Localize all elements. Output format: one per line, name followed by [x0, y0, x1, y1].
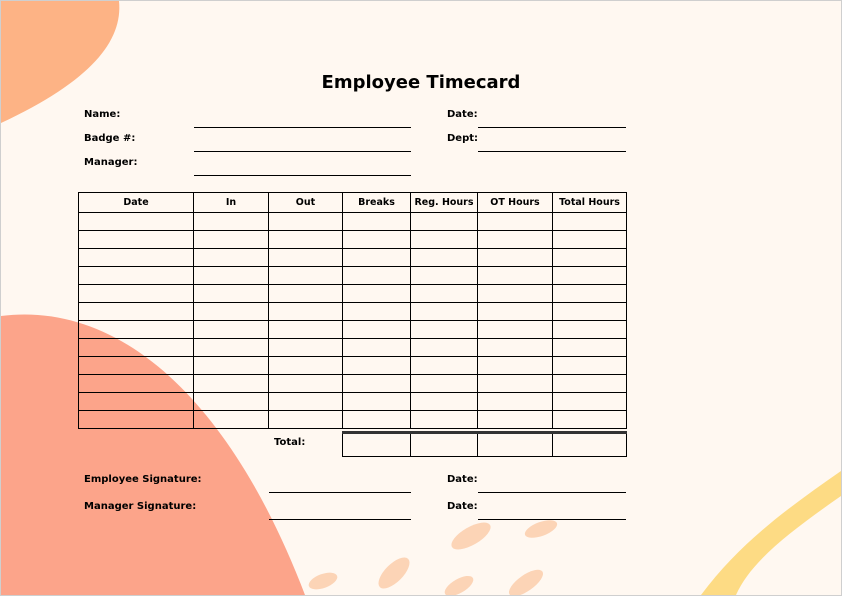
column-header-out: Out [269, 193, 343, 213]
cell-ot-hours[interactable] [478, 375, 553, 393]
total-label: Total: [274, 437, 306, 448]
dept-field[interactable] [478, 151, 626, 152]
employee-date-field[interactable] [478, 492, 626, 493]
cell-out[interactable] [269, 231, 343, 249]
cell-in[interactable] [194, 393, 269, 411]
cell-total-hours[interactable] [553, 285, 627, 303]
dept-label: Dept: [447, 133, 479, 144]
table-row [79, 249, 627, 267]
top-left-blob [1, 1, 119, 123]
cell-date[interactable] [79, 285, 194, 303]
manager-label: Manager: [84, 157, 138, 168]
cell-out[interactable] [269, 375, 343, 393]
cell-ot-hours[interactable] [478, 321, 553, 339]
cell-in[interactable] [194, 303, 269, 321]
cell-breaks[interactable] [343, 411, 411, 429]
decorative-dots [307, 517, 560, 595]
table-row [79, 357, 627, 375]
table-row [79, 267, 627, 285]
column-header-in: In [194, 193, 269, 213]
cell-total-hours[interactable] [553, 321, 627, 339]
cell-reg-hours[interactable] [411, 375, 478, 393]
cell-date[interactable] [79, 213, 194, 231]
manager-date-field[interactable] [478, 519, 626, 520]
cell-breaks[interactable] [343, 303, 411, 321]
cell-ot-hours[interactable] [478, 393, 553, 411]
totals-table [342, 431, 627, 457]
cell-out[interactable] [269, 249, 343, 267]
cell-date[interactable] [79, 303, 194, 321]
cell-reg-hours[interactable] [411, 213, 478, 231]
cell-breaks[interactable] [343, 231, 411, 249]
column-header-ot-hours: OT Hours [478, 193, 553, 213]
cell-date[interactable] [79, 339, 194, 357]
employee-date-label: Date: [447, 474, 478, 485]
cell-in[interactable] [194, 267, 269, 285]
table-row [79, 303, 627, 321]
name-field[interactable] [194, 127, 411, 128]
cell-reg-hours[interactable] [411, 285, 478, 303]
cell-out[interactable] [269, 285, 343, 303]
bottom-right-arc [701, 471, 841, 595]
name-label: Name: [84, 109, 121, 120]
cell-out[interactable] [269, 303, 343, 321]
cell-in[interactable] [194, 357, 269, 375]
cell-total-hours[interactable] [553, 393, 627, 411]
cell-reg-hours[interactable] [411, 321, 478, 339]
table-row [79, 339, 627, 357]
total-ot-hours-cell[interactable] [478, 433, 553, 457]
cell-ot-hours[interactable] [478, 357, 553, 375]
cell-total-hours[interactable] [553, 339, 627, 357]
cell-in[interactable] [194, 231, 269, 249]
cell-breaks[interactable] [343, 321, 411, 339]
cell-out[interactable] [269, 357, 343, 375]
cell-total-hours[interactable] [553, 411, 627, 429]
cell-date[interactable] [79, 267, 194, 285]
cell-reg-hours[interactable] [411, 231, 478, 249]
cell-ot-hours[interactable] [478, 231, 553, 249]
cell-ot-hours[interactable] [478, 339, 553, 357]
cell-date[interactable] [79, 231, 194, 249]
cell-reg-hours[interactable] [411, 267, 478, 285]
column-header-date: Date [79, 193, 194, 213]
cell-date[interactable] [79, 357, 194, 375]
cell-reg-hours[interactable] [411, 411, 478, 429]
cell-ot-hours[interactable] [478, 411, 553, 429]
cell-out[interactable] [269, 267, 343, 285]
cell-date[interactable] [79, 393, 194, 411]
cell-total-hours[interactable] [553, 267, 627, 285]
manager-signature-field[interactable] [269, 519, 411, 520]
cell-in[interactable] [194, 375, 269, 393]
table-row [79, 285, 627, 303]
table-row [79, 321, 627, 339]
totals-row [343, 433, 627, 457]
cell-total-hours[interactable] [553, 213, 627, 231]
cell-breaks[interactable] [343, 375, 411, 393]
timecard-table [78, 192, 627, 429]
cell-breaks[interactable] [343, 213, 411, 231]
cell-breaks[interactable] [343, 285, 411, 303]
total-breaks-cell[interactable] [343, 433, 411, 457]
table-row [79, 213, 627, 231]
cell-ot-hours[interactable] [478, 267, 553, 285]
cell-breaks[interactable] [343, 393, 411, 411]
cell-date[interactable] [79, 411, 194, 429]
manager-date-label: Date: [447, 501, 478, 512]
cell-out[interactable] [269, 411, 343, 429]
cell-out[interactable] [269, 321, 343, 339]
table-row [79, 411, 627, 429]
cell-reg-hours[interactable] [411, 339, 478, 357]
cell-ot-hours[interactable] [478, 213, 553, 231]
cell-total-hours[interactable] [553, 231, 627, 249]
badge-label: Badge #: [84, 133, 136, 144]
total-total-hours-cell[interactable] [553, 433, 627, 457]
cell-ot-hours[interactable] [478, 249, 553, 267]
employee-signature-label: Employee Signature: [84, 474, 202, 485]
cell-reg-hours[interactable] [411, 249, 478, 267]
cell-total-hours[interactable] [553, 375, 627, 393]
manager-field[interactable] [194, 175, 411, 176]
cell-breaks[interactable] [343, 357, 411, 375]
employee-signature-field[interactable] [269, 492, 411, 493]
badge-field[interactable] [194, 151, 411, 152]
cell-reg-hours[interactable] [411, 357, 478, 375]
column-header-total-hours: Total Hours [553, 193, 627, 213]
date-field[interactable] [478, 127, 626, 128]
cell-date[interactable] [79, 249, 194, 267]
cell-total-hours[interactable] [553, 249, 627, 267]
cell-in[interactable] [194, 285, 269, 303]
cell-out[interactable] [269, 393, 343, 411]
cell-breaks[interactable] [343, 339, 411, 357]
cell-breaks[interactable] [343, 249, 411, 267]
cell-total-hours[interactable] [553, 303, 627, 321]
date-label: Date: [447, 109, 478, 120]
cell-breaks[interactable] [343, 267, 411, 285]
cell-reg-hours[interactable] [411, 393, 478, 411]
total-reg-hours-cell[interactable] [411, 433, 478, 457]
table-row [79, 231, 627, 249]
cell-in[interactable] [194, 411, 269, 429]
table-header-row [79, 193, 627, 213]
cell-out[interactable] [269, 213, 343, 231]
page-title: Employee Timecard [321, 72, 521, 93]
cell-in[interactable] [194, 213, 269, 231]
cell-total-hours[interactable] [553, 357, 627, 375]
cell-ot-hours[interactable] [478, 285, 553, 303]
table-row [79, 375, 627, 393]
column-header-breaks: Breaks [343, 193, 411, 213]
cell-out[interactable] [269, 339, 343, 357]
manager-signature-label: Manager Signature: [84, 501, 197, 512]
cell-date[interactable] [79, 375, 194, 393]
cell-in[interactable] [194, 249, 269, 267]
table-row [79, 393, 627, 411]
cell-in[interactable] [194, 339, 269, 357]
cell-date[interactable] [79, 321, 194, 339]
cell-reg-hours[interactable] [411, 303, 478, 321]
cell-ot-hours[interactable] [478, 303, 553, 321]
column-header-reg-hours: Reg. Hours [411, 193, 478, 213]
cell-in[interactable] [194, 321, 269, 339]
